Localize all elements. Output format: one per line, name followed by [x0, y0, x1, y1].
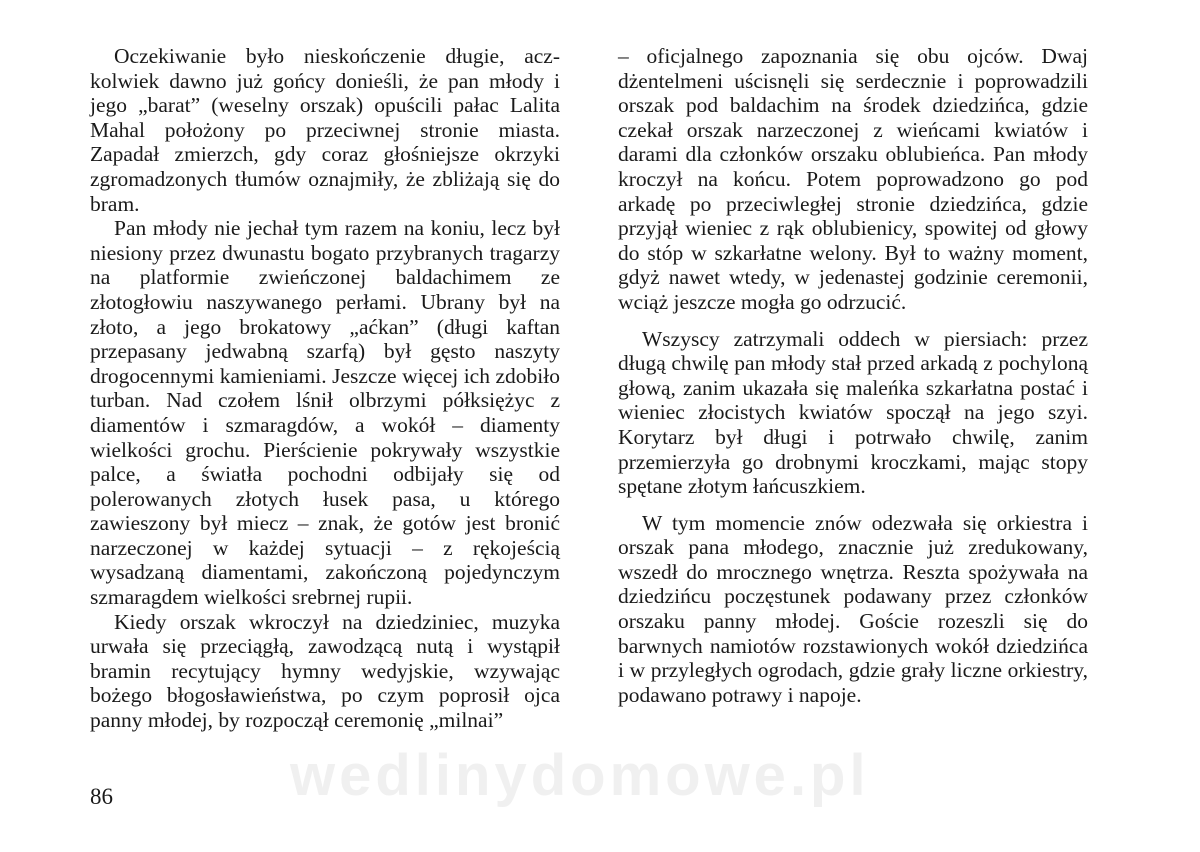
page-number: 86: [90, 784, 113, 809]
paragraph-waiting: Oczekiwanie było nieskończenie długie, aczkolwiek dawno już gońcy donieśli, że pan młody i jego „barat” (weselny orszak) opuścili pałac Lalita Mahal położony po przeciwnej stronie miasta. Zapadał zmierzch, gdy coraz głośniejsze okrzyki zgromadzonych tłumów oznajmiły, że zbliżają się do bram.: [90, 44, 560, 216]
paragraph-groom-procession: Pan młody nie jechał tym razem na koniu, lecz był niesiony przez dwunastu bogato przybranych tragarzy na platformie zwieńczonej baldachimem ze złotogłowiu naszywanego perłami. Ubrany był na złoto, a jego brokatowy „aćkan” (długi kaftan przepasany jedwabną szarfą) był gęsto naszyty drogocennymi kamieniami. Jeszcze więcej ich zdobiło turban. Nad czołem lśnił olbrzymi półksiężyc z diamentów i szmaragdów, a wokół – diamenty wielkości grochu. Pierścienie pokrywały wszystkie palce, a światła pochodni odbijały się od polerowanych złotych łusek pasa, u którego zawieszony był miecz – znak, że gotów jest bronić narzeczonej w każdej sytuacji – z rękojeścią wysadzaną diamentami, zakończoną pojedynczym szmaragdem wielkości srebrnej rupii.: [90, 216, 560, 610]
paragraph-fathers-meeting: – oficjalnego zapoznania się obu ojców. Dwaj dżentelmeni uścisnęli się serdecznie i poprowadzili orszak pod baldachim na środek dziedzińca, gdzie czekał orszak narzeczonej z wieńcami kwiatów i darami dla członków orszaku oblubieńca. Pan młody kroczył na końcu. Potem poprowadzono go pod arkadę po przeciwległej stronie dziedzińca, gdzie przyjął wieniec z rąk oblubienicy, spowitej od głowy do stóp w szkarłatne welony. Był to ważny moment, gdyż nawet wtedy, w jedenastej godzinie ceremonii, wciąż jeszcze mogła go odrzucić.: [618, 44, 1088, 314]
paragraph-courtyard-entry: Kiedy orszak wkroczył na dziedziniec, muzyka urwała się przeciągłą, zawodzącą nutą i wystąpił bramin recytujący hymny wedyjskie, wzywając bożego błogosławieństwa, po czym poprosił ojca panny młodej, by rozpoczął ceremonię „milnai”: [90, 609, 560, 733]
watermark: wedlinydomowe.pl: [290, 743, 870, 808]
paragraph-orchestra: W tym momencie znów odezwała się orkiestra i orszak pana młodego, znacznie już zredukowany, wszedł do mrocznego wnętrza. Reszta spożywała na dziedzińcu poczęstunek podawany przez członków orszaku panny młodej. Goście rozeszli się do barwnych namiotów rozstawionych wokół dziedzińca i w przyległych ogrodach, gdzie grały liczne orkiestry, podawano potrawy i napoje.: [618, 510, 1088, 707]
paragraph-bride-garland: Wszyscy zatrzymali oddech w piersiach: przez długą chwilę pan młody stał przed arkadą z pochyloną głową, zanim ukazała się maleńka szkarłatna postać i wieniec złocistych kwiatów spoczął na jego szyi. Korytarz był długi i potrwało chwilę, zanim przemierzyła go drobnymi kroczkami, mając stopy spętane złotym łańcuszkiem.: [618, 326, 1088, 499]
left-text-column: [90, 44, 560, 733]
right-text-column: [618, 44, 1088, 707]
